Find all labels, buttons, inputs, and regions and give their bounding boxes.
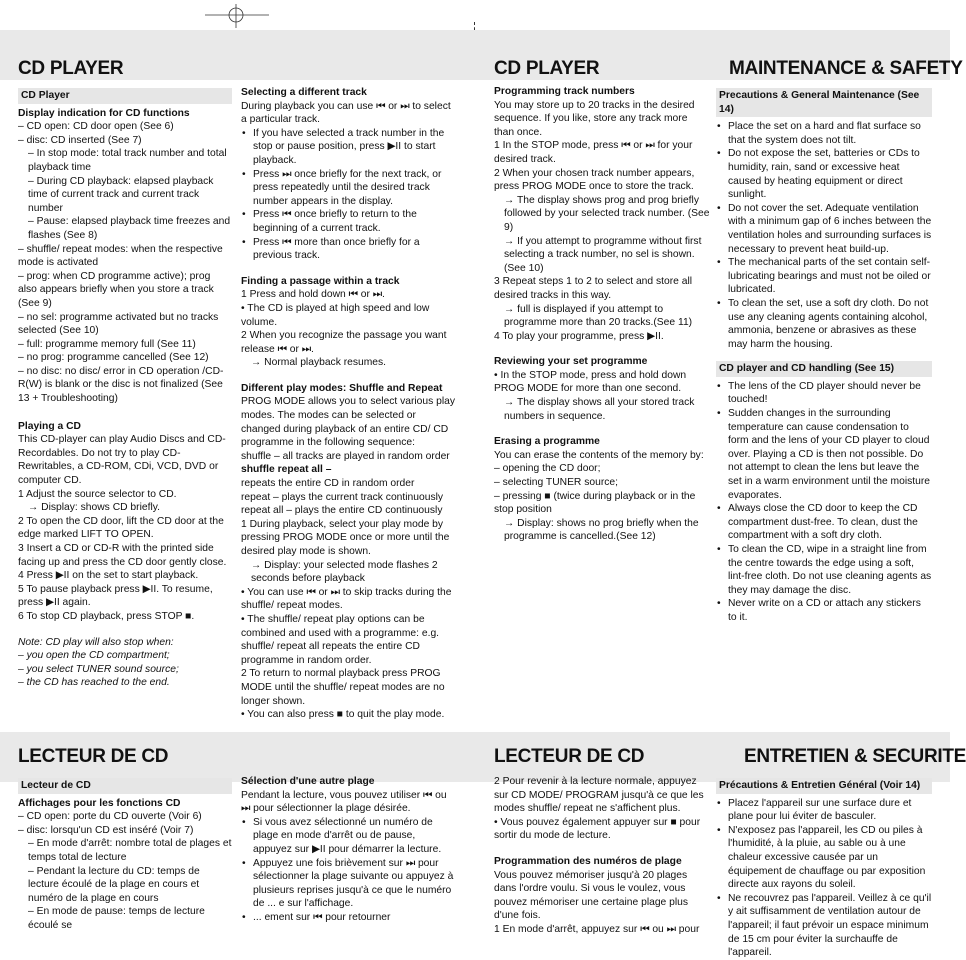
column-1 (18, 88, 232, 690)
list-item: • Sudden changes in the surrounding temperature can cause condensation to form and the lens of your CD player to cloud over. Playing a CD is then not possible. Do not attempt to clean the lens but leave the set in a warm environment until the moisture evaporates. (716, 407, 932, 502)
step-result: → Display: your selected mode flashes 2 seconds before playback (251, 559, 438, 585)
step: 1 Press and hold down ⏮ or ⏭. (241, 289, 385, 301)
column-2-fr (241, 775, 457, 924)
selection-plage-title: Sélection d'une autre plage (241, 776, 375, 787)
programmation-title: Programmation des numéros de plage (494, 855, 682, 867)
programming-title: Programming track numbers (494, 86, 635, 97)
column-3 (494, 85, 710, 544)
list-item: – Pause: elapsed playback time freezes and flashes (See 8) (28, 216, 231, 241)
list-item: – shuffle/ repeat modes: when the respective mode is activated (18, 243, 223, 269)
mode-item: repeats the entire CD in random order (241, 478, 415, 490)
column-4-fr (716, 778, 932, 959)
step: 1 Adjust the source selector to CD. (18, 488, 177, 500)
list-item: – In stop mode: total track number and total playback time (28, 148, 227, 173)
box-title-cd-handling: CD player and CD handling (See 15) (716, 361, 932, 377)
list-item: – no sel: programme activated but no tracks selected (See 10) (18, 311, 219, 337)
step: • You can use ⏮ or ⏭ to skip tracks during the shuffle/ repeat modes. (241, 586, 452, 612)
step: 3 Repeat steps 1 to 2 to select and store all desired tracks in this way. (494, 276, 693, 301)
list-item: – full: programme memory full (See 11) (18, 338, 196, 350)
list-item: • The lens of the CD player should never be touched! (716, 380, 932, 407)
list-item: • Always close the CD door to keep the CD compartment dust-free. To clean, dust the compartment with a soft dry cloth. (716, 502, 932, 543)
step: • The CD is played at high speed and low volume. (241, 302, 430, 328)
step: • The shuffle/ repeat play options can be combined and used with a programme: e.g. shuffle/ repeat all repeats the entire CD programme in random order. (241, 613, 440, 666)
step: 1 In the STOP mode, press ⏮ or ⏭ for your desired track. (494, 140, 693, 165)
list-item: – no prog: programme cancelled (See 12) (18, 352, 209, 364)
note: – you open the CD compartment; (18, 650, 170, 662)
list-item: – disc: CD inserted (See 7) (18, 134, 142, 146)
box-title-cd-player: CD Player (18, 88, 232, 104)
list-item: – selecting TUNER source; (494, 477, 618, 489)
crop-mark (205, 4, 269, 28)
erasing-title: Erasing a programme (494, 436, 600, 448)
column-1-fr (18, 778, 232, 931)
box-title-precautions: Precautions & General Maintenance (See 14) (716, 88, 932, 117)
playing-intro: This CD-player can play Audio Discs and CD-Recordables. Do not try to play CD-Rewritables, a CD-ROM, CDi, VCD, DVD or computer CD. (18, 434, 226, 487)
step: 2 When your chosen track number appears, press PROG MODE once to store the track. (494, 167, 695, 193)
list-item: • Press ⏮ more than once briefly for a previous track. (241, 236, 457, 263)
step-result: → full is displayed if you attempt to programme more than 20 tracks.(See 11) (504, 303, 693, 329)
heading-maintenance: MAINTENANCE & SAFETY (729, 58, 963, 79)
step: 5 To pause playback press ▶II. To resume, press ▶II again. (18, 583, 213, 609)
programming-intro: You may store up to 20 tracks in the desired sequence. If you like, store any track more than once. (494, 99, 695, 138)
list-item: • To clean the CD, wipe in a straight line from the centre towards the edge using a soft, lint-free cloth. Do not use cleaning agents as they may damage the disc. (716, 543, 932, 597)
note: – the CD has reached to the end. (18, 677, 170, 689)
finding-passage-title: Finding a passage within a track (241, 275, 400, 287)
mode-item: repeat all – plays the entire CD continuously (241, 505, 443, 517)
note: – you select TUNER sound source; (18, 663, 179, 675)
mode-item: shuffle – all tracks are played in random order (241, 450, 450, 462)
note: Note: CD play will also stop when: (18, 636, 174, 648)
list-item: • Press ⏮ once briefly to return to the beginning of a current track. (241, 208, 457, 235)
display-items (18, 120, 232, 405)
erasing-intro: You can erase the contents of the memory by: (494, 449, 704, 461)
list-item: – no disc: no disc/ error in CD operation /CD-R(W) is blank or the disc is not finalized (See 13 + Troubleshooting) (18, 365, 224, 405)
heading-entretien: ENTRETIEN & SECURITE (744, 746, 966, 767)
list-item: • Placez l'appareil sur une surface dure et plane pour lui éviter de basculer. (716, 797, 932, 824)
list-item: • Do not cover the set. Adequate ventilation with a minimum gap of 6 inches between the ventilation holes and surrounding surfaces is necessary to prevent heat build-up. (716, 202, 932, 256)
heading-lecteur-de-cd: LECTEUR DE CD (18, 746, 169, 767)
step: 2 Pour revenir à la lecture normale, appuyez sur CD MODE/ PROGRAM jusqu'à ce que les modes shuffle/ repeat ne s'affichent plus. (494, 776, 704, 815)
programmation-intro: Vous pouvez mémoriser jusqu'à 20 plages dans l'ordre voulu. Si vous le voulez, vous pouvez mémoriser une certaine plage plus d'une fois. (494, 869, 689, 922)
step: 2 To return to normal playback press PROG MODE until the shuffle/ repeat modes are no longer shown. (241, 668, 445, 707)
list-item: • N'exposez pas l'appareil, les CD ou piles à l'humidité, à la pluie, au sable ou à une chaleur excessive causée par un équipement de chauffage ou par exposition directe aux rayons du soleil. (716, 824, 932, 892)
step: 4 Press ▶II on the set to start playback. (18, 570, 199, 582)
list-item: – CD open: porte du CD ouverte (Voir 6) (18, 811, 202, 823)
list-item: • To clean the set, use a soft dry cloth. Do not use any cleaning agents containing alcohol, ammonia, benzene or abrasives as these may harm the housing. (716, 297, 932, 351)
step-result: → Normal playback resumes. (251, 357, 387, 369)
step: 4 To play your programme, press ▶II. (494, 330, 664, 342)
list-item: • Never write on a CD or attach any stickers to it. (716, 597, 932, 624)
list-item: – pressing ■ (twice during playback or in the stop position (494, 490, 696, 516)
list-item: – En mode d'arrêt: nombre total de plages et temps total de lecture (28, 838, 232, 863)
step-result: → Display: shows no prog briefly when the programme is cancelled.(See 12) (504, 517, 699, 543)
list-item: – disc: lorsqu'un CD est inséré (Voir 7) (18, 824, 194, 836)
step: 2 To open the CD door, lift the CD door at the edge marked LIFT TO OPEN. (18, 515, 224, 541)
column-3-fr (494, 775, 710, 935)
step: 6 To stop CD playback, press STOP ■. (18, 610, 195, 622)
mode-item: repeat – plays the current track continuously (241, 491, 444, 503)
list-item: • If you have selected a track number in the stop or pause position, press ▶II to start playback. (241, 127, 457, 168)
selecting-track-title: Selecting a different track (241, 87, 367, 98)
step: 2 When you recognize the passage you want release ⏮ or ⏭. (241, 330, 447, 355)
list-item: • Do not expose the set, batteries or CDs to humidity, rain, sand or excessive heat caused by heating equipment or direct sunlight. (716, 147, 932, 201)
step-result: → The display shows prog and prog briefly followed by your selected track number. (See 9) (504, 194, 710, 233)
selection-intro: Pendant la lecture, vous pouvez utiliser ⏮ ou ⏭ pour sélectionner la plage désirée. (241, 789, 447, 815)
list-item: – Pendant la lecture du CD: temps de lecture écoulé de la plage en cours et numéro de la plage en cours (28, 865, 200, 904)
list-item: – prog: when CD programme active); prog also appears briefly when you store a track (See 9) (18, 270, 214, 309)
step-result: → The display shows all your stored track numbers in sequence. (504, 397, 695, 422)
playing-cd-title: Playing a CD (18, 420, 81, 432)
list-item: • Place the set on a hard and flat surface so that the system does not tilt. (716, 120, 932, 147)
heading-lecteur-de-cd-right: LECTEUR DE CD (494, 746, 645, 767)
step-result: → Display: shows CD briefly. (28, 502, 160, 514)
step-result: → If you attempt to programme without first selecting a track number, no sel is shown. (See 10) (504, 235, 702, 274)
box-title-precautions-fr: Précautions & Entretien Général (Voir 14) (716, 778, 932, 794)
step: • In the STOP mode, press and hold down PROG MODE for more than one second. (494, 369, 687, 395)
step: 3 Insert a CD or CD-R with the printed side facing up and press the CD door gently close. (18, 543, 227, 568)
step: 1 En mode d'arrêt, appuyez sur ⏮ ou ⏭ pour (494, 923, 700, 935)
list-item: • The mechanical parts of the set contain self-lubricating bearings and must not be oiled or lubricated. (716, 256, 932, 297)
step: 1 During playback, select your play mode by pressing PROG MODE once or more until the desired play mode is shown. (241, 518, 450, 557)
list-item: – En mode de pause: temps de lecture écoulé se (28, 906, 205, 931)
selecting-intro: During playback you can use ⏮ or ⏭ to select a particular track. (241, 100, 451, 126)
affichages-title: Affichages pour les fonctions CD (18, 797, 181, 809)
heading-cd-player-right: CD PLAYER (494, 58, 600, 79)
list-item: • ... ement sur ⏮ pour retourner (241, 911, 457, 925)
play-modes-title: Different play modes: Shuffle and Repeat (241, 382, 443, 394)
column-4 (716, 88, 932, 625)
step: • You can also press ■ to quit the play mode. (241, 709, 445, 721)
box-title-lecteur: Lecteur de CD (18, 778, 232, 794)
list-item: – opening the CD door; (494, 463, 601, 475)
step: • Vous pouvez également appuyer sur ■ pour sortir du mode de lecture. (494, 816, 701, 842)
reviewing-title: Reviewing your set programme (494, 356, 648, 368)
list-item: • Appuyez une fois brièvement sur ⏭ pour sélectionner la plage suivante ou appuyez à plusieurs reprises jusqu'à ce que le numéro de ... e sur l'affichage. (241, 857, 457, 911)
list-item: – CD open: CD door open (See 6) (18, 121, 174, 133)
list-item: • Ne recouvrez pas l'appareil. Veillez à ce qu'il y ait suffisamment de ventilation autour de l'appareil; il faut prévoir un espace minimum de 15 cm pour éviter la surchauffe de l'appareil. (716, 892, 932, 960)
list-item: • Si vous avez sélectionné un numéro de plage en mode d'arrêt ou de pause, appuyez sur ▶II pour démarrer la lecture. (241, 816, 457, 857)
list-item: • Press ⏭ once briefly for the next track, or press repeatedly until the desired track number appears in the display. (241, 168, 457, 209)
heading-cd-player: CD PLAYER (18, 58, 124, 79)
play-modes-intro: PROG MODE allows you to select various play modes. The modes can be selected or changed during playback of an entire CD/ CD programme in the following sequence: (241, 396, 456, 449)
display-indication-title: Display indication for CD functions (18, 107, 190, 119)
column-2 (241, 86, 457, 722)
list-item: – During CD playback: elapsed playback time of current track and current track number (28, 175, 214, 214)
mode-item: shuffle repeat all – (241, 464, 332, 476)
